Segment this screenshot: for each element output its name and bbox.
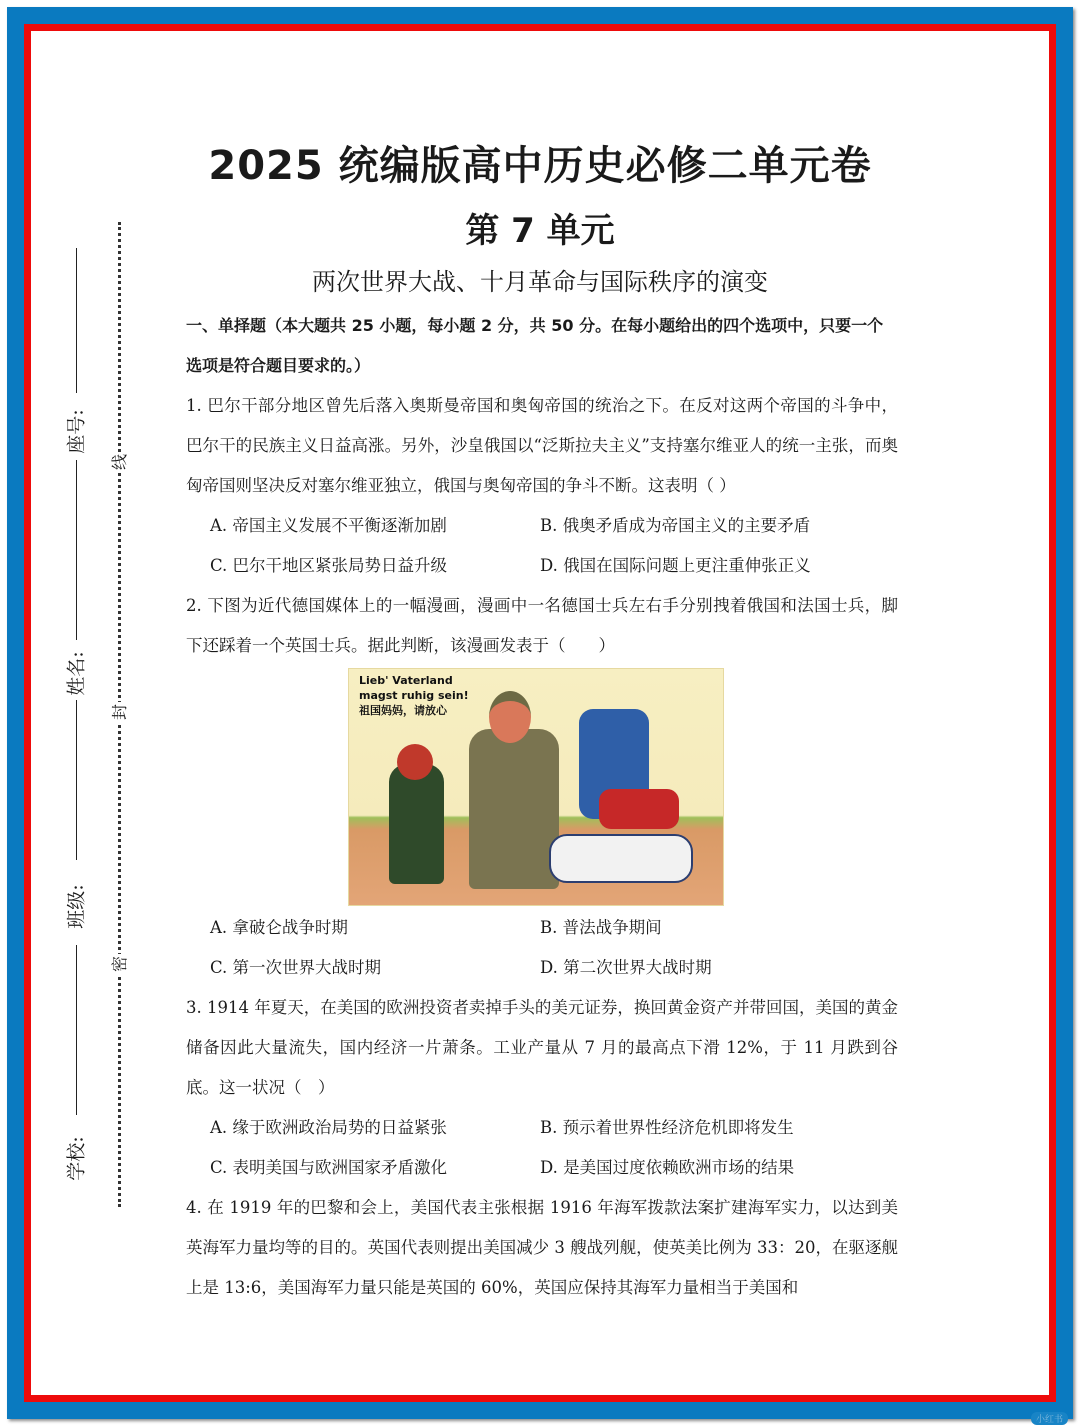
question-3-options — [186, 1108, 898, 1188]
option-b[interactable]: B. 普法战争期间 — [540, 918, 662, 937]
option-a[interactable]: A. 拿破仑战争时期 — [210, 918, 348, 937]
seat-number-label: 座号: — [65, 409, 88, 454]
seal-char-line: 线 — [110, 454, 129, 471]
option-d[interactable]: D. 俄国在国际问题上更注重伸张正义 — [540, 556, 811, 575]
question-number: 3. — [186, 998, 202, 1017]
british-soldier-figure — [549, 834, 693, 883]
exam-title: 2025 统编版高中历史必修二单元卷 — [208, 143, 872, 189]
french-soldier-legs — [599, 789, 679, 829]
seal-char-seal: 封 — [110, 704, 129, 721]
question-2-options — [186, 908, 898, 988]
option-d[interactable]: D. 是美国过度依赖欧洲市场的结果 — [540, 1158, 795, 1177]
option-a[interactable]: A. 缘于欧洲政治局势的日益紧张 — [210, 1118, 447, 1137]
german-soldier-figure — [469, 729, 559, 889]
class-line — [76, 945, 77, 1115]
caption-line: Lieb' Vaterland — [359, 674, 453, 687]
class-label: 班级: — [65, 884, 88, 929]
option-c[interactable]: C. 第一次世界大战时期 — [210, 958, 382, 977]
russian-soldier-figure — [389, 764, 444, 884]
question-1-options — [186, 506, 898, 586]
cartoon-caption — [359, 673, 469, 718]
seat-name-gap-line — [76, 460, 77, 640]
option-d[interactable]: D. 第二次世界大战时期 — [540, 958, 712, 977]
german-soldier-cartoon-image — [348, 668, 724, 906]
russian-soldier-head — [397, 744, 433, 780]
option-c[interactable]: C. 巴尔干地区紧张局势日益升级 — [210, 556, 448, 575]
option-c[interactable]: C. 表明美国与欧洲国家矛盾激化 — [210, 1158, 448, 1177]
option-a[interactable]: A. 帝国主义发展不平衡逐渐加剧 — [210, 516, 447, 535]
question-stem: 巴尔干部分地区曾先后落入奥斯曼帝国和奥匈帝国的统治之下。在反对这两个帝国的斗争中，巴尔干的民族主义日益高涨。另外，沙皇俄国以“泛斯拉夫主义”支持塞尔维亚人的统一主张，而奥匈帝国则坚决反对塞尔维亚独立，俄国与奥匈帝国的争斗不断。这表明（ ） — [186, 396, 899, 495]
name-label: 姓名: — [65, 651, 88, 696]
unit-title: 第 7 单元 — [465, 211, 615, 251]
caption-line: magst ruhig sein! — [359, 689, 469, 702]
question-number: 4. — [186, 1198, 202, 1217]
question-stem: 下图为近代德国媒体上的一幅漫画，漫画中一名德国士兵左右手分别拽着俄国和法国士兵，脚下还踩着一个英国士兵。据此判断，该漫画发表于（ ） — [186, 596, 899, 655]
school-label: 学校: — [65, 1136, 88, 1181]
watermark-badge: 小红书 — [1031, 1412, 1068, 1425]
question-2 — [186, 586, 898, 666]
question-3 — [186, 988, 898, 1108]
option-b[interactable]: B. 俄奥矛盾成为帝国主义的主要矛盾 — [540, 516, 811, 535]
exam-content — [186, 306, 898, 1308]
unit-subtitle: 两次世界大战、十月革命与国际秩序的演变 — [312, 268, 768, 296]
german-soldier-head — [489, 691, 531, 743]
option-b[interactable]: B. 预示着世界性经济危机即将发生 — [540, 1118, 794, 1137]
section-heading: 一、单择题（本大题共 25 小题，每小题 2 分，共 50 分。在每小题给出的四个选项中，只要一个选项是符合题目要求的。） — [186, 316, 884, 375]
caption-line: 祖国妈妈，请放心 — [359, 704, 447, 717]
name-line — [76, 700, 77, 860]
question-stem: 在 1919 年的巴黎和会上，美国代表主张根据 1916 年海军拨款法案扩建海军实力，以达到美英海军力量均等的目的。英国代表则提出美国减少 3 艘战列舰，使英美比例为 33：20，在驱逐舰上是 13:6，美国海军力量只能是英国的 60%，英国应保持其海军力量相当于美国和 — [186, 1198, 898, 1297]
question-stem: 1914 年夏天，在美国的欧洲投资者卖掉手头的美元证券，换回黄金资产并带回国，美国的黄金储备因此大量流失，国内经济一片萧条。工业产量从 7 月的最高点下滑 12%，于 11 月跌到谷底。这一状况（ ） — [186, 998, 898, 1097]
question-1 — [186, 386, 898, 506]
question-number: 1. — [186, 396, 202, 415]
question-4 — [186, 1188, 898, 1308]
question-number: 2. — [186, 596, 202, 615]
seal-char-secret: 密 — [110, 956, 129, 973]
